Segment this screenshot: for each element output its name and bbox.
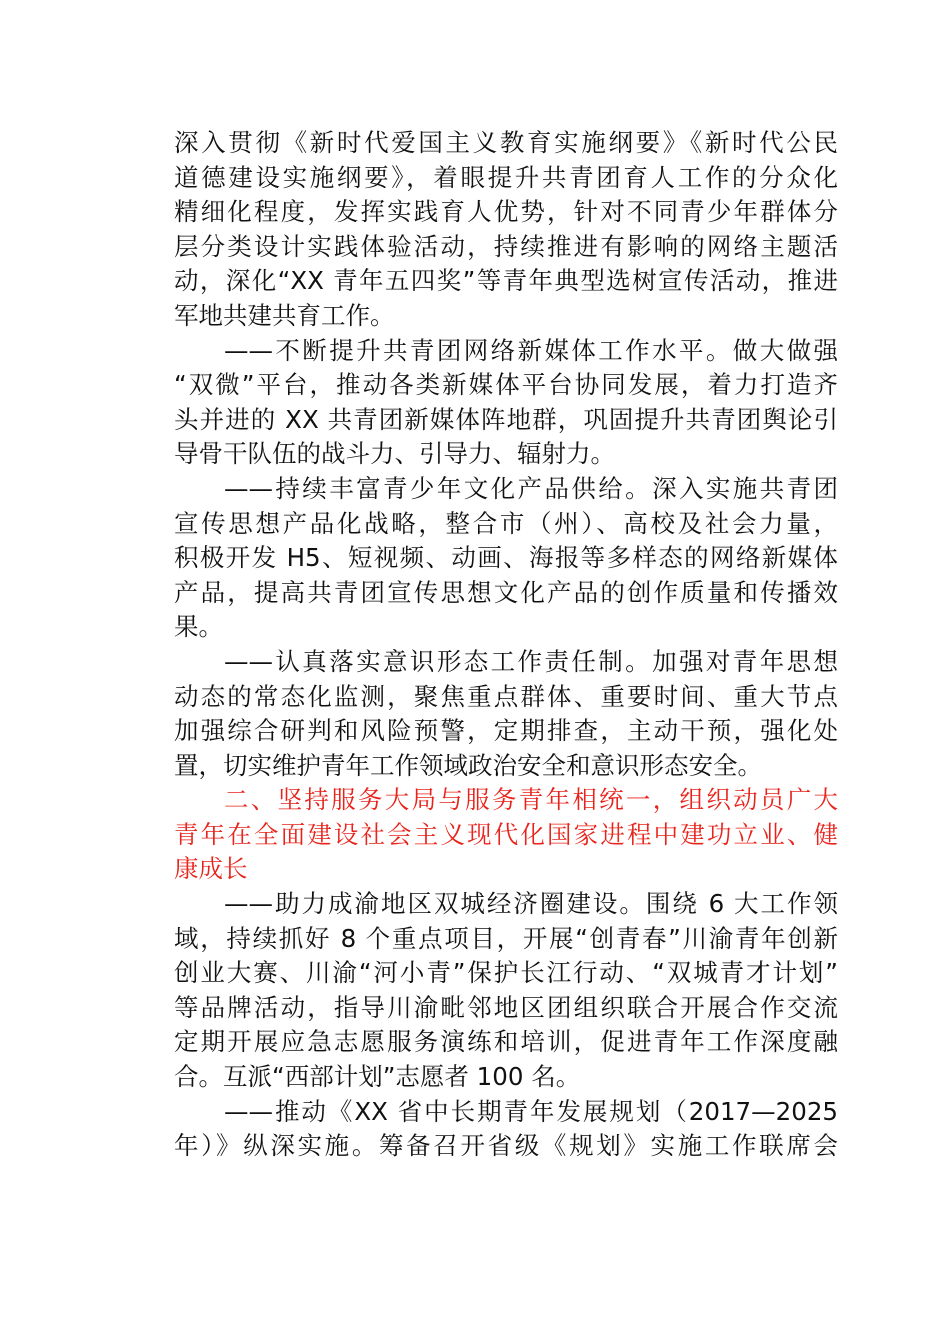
paragraph-line: 精细化程度，发挥实践育人优势，针对不同青少年群体分 xyxy=(174,197,838,227)
section-heading-line: 青年在全面建设社会主义现代化国家进程中建功立业、健 xyxy=(174,819,838,849)
paragraph-line: 等品牌活动，指导川渝毗邻地区团组织联合开展合作交流 xyxy=(174,992,838,1022)
paragraph-line: ——不断提升共青团网络新媒体工作水平。做大做强 xyxy=(224,335,838,365)
paragraph-line: ——认真落实意识形态工作责任制。加强对青年思想 xyxy=(224,646,838,676)
paragraph-line: 产品，提高共青团宣传思想文化产品的创作质量和传播效 xyxy=(174,577,838,607)
paragraph-line: “双微”平台，推动各类新媒体平台协同发展，着力打造齐 xyxy=(174,370,838,400)
paragraph-line: 加强综合研判和风险预警，定期排查，主动干预，强化处 xyxy=(174,716,838,746)
paragraph-line: 合。互派“西部计划”志愿者 100 名。 xyxy=(174,1062,581,1092)
section-heading-line: 二、坚持服务大局与服务青年相统一，组织动员广大 xyxy=(224,785,838,815)
paragraph-line: 置，切实维护青年工作领域政治安全和意识形态安全。 xyxy=(174,750,762,780)
paragraph-line: ——助力成渝地区双城经济圈建设。围绕 6 大工作领 xyxy=(224,889,838,919)
document-body xyxy=(174,126,838,1164)
paragraph-line: 定期开展应急志愿服务演练和培训，促进青年工作深度融 xyxy=(174,1027,838,1057)
paragraph-line: 果。 xyxy=(174,612,223,642)
section-heading-line: 康成长 xyxy=(174,854,248,884)
paragraph-line: 创业大赛、川渝“河小青”保护长江行动、“双城青才计划” xyxy=(174,958,838,988)
paragraph-line: 军地共建共育工作。 xyxy=(174,300,395,330)
paragraph-line: 导骨干队伍的战斗力、引导力、辐射力。 xyxy=(174,439,615,469)
paragraph-line: 动态的常态化监测，聚焦重点群体、重要时间、重大节点 xyxy=(174,681,838,711)
paragraph-line: ——持续丰富青少年文化产品供给。深入实施共青团 xyxy=(224,473,838,503)
paragraph-line: ——推动《XX 省中长期青年发展规划（2017—2025 xyxy=(224,1096,838,1126)
paragraph-line: 层分类设计实践体验活动，持续推进有影响的网络主题活 xyxy=(174,231,838,261)
paragraph-line: 宣传思想产品化战略，整合市（州）、高校及社会力量， xyxy=(174,508,838,538)
paragraph-line: 深入贯彻《新时代爱国主义教育实施纲要》《新时代公民 xyxy=(174,128,838,157)
paragraph-line: 道德建设实施纲要》，着眼提升共青团育人工作的分众化 xyxy=(174,162,838,192)
paragraph-line: 域，持续抓好 8 个重点项目，开展“创青春”川渝青年创新 xyxy=(174,923,838,953)
paragraph-line: 年）》纵深实施。筹备召开省级《规划》实施工作联席会 xyxy=(174,1131,838,1161)
paragraph-line: 积极开发 H5、短视频、动画、海报等多样态的网络新媒体 xyxy=(174,543,838,573)
paragraph-line: 头并进的 XX 共青团新媒体阵地群，巩固提升共青团舆论引 xyxy=(174,404,838,434)
paragraph-line: 动，深化“XX 青年五四奖”等青年典型选树宣传活动，推进 xyxy=(174,266,838,296)
